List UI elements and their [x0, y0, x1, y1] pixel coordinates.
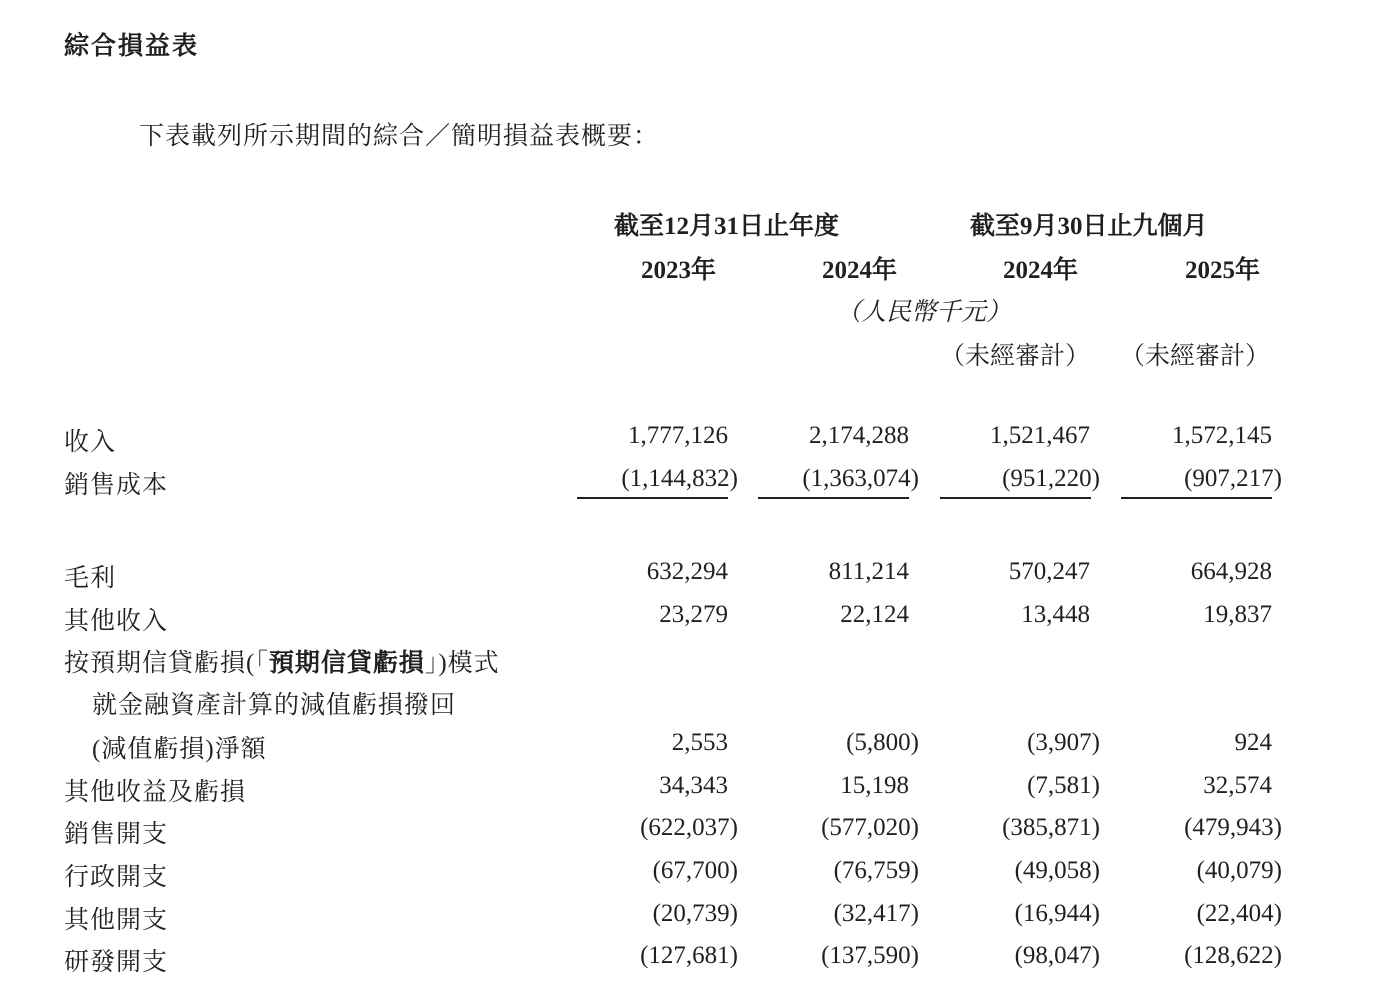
cell-selling-9m2025: (479,943) — [1184, 814, 1282, 841]
row-label-other-gains-losses: 其他收益及虧損 — [64, 779, 247, 806]
cell-gross-profit-9m2025: 664,928 — [1190, 558, 1272, 585]
cell-other-exp-9m2024: (16,944) — [1014, 900, 1100, 927]
cell-revenue-2024: 2,174,288 — [809, 422, 909, 449]
cell-rd-9m2025: (128,622) — [1184, 942, 1282, 969]
row-label-other-expenses: 其他開支 — [64, 907, 169, 934]
cell-other-gains-2024: 15,198 — [840, 772, 909, 799]
row-label-ecl-line1: 按預期信貸虧損(「預期信貸虧損」)模式 — [64, 650, 500, 677]
cell-other-exp-2023: (20,739) — [652, 900, 738, 927]
cell-ecl-9m2025: 924 — [1234, 729, 1272, 756]
cell-gross-profit-9m2024: 570,247 — [1008, 558, 1090, 585]
row-label-gross-profit: 毛利 — [64, 565, 117, 592]
cell-rd-2023: (127,681) — [640, 942, 738, 969]
cell-other-gains-9m2024: (7,581) — [1027, 772, 1100, 799]
subtotal-underline — [940, 497, 1091, 499]
period-group-nine-months: 截至9月30日止九個月 — [970, 213, 1208, 240]
row-label-revenue: 收入 — [64, 429, 117, 456]
cell-admin-2024: (76,759) — [833, 857, 919, 884]
currency-unit: （人民幣千元） — [836, 299, 1012, 326]
period-group-annual: 截至12月31日止年度 — [614, 213, 840, 240]
column-year-2024-nine-months: 2024年 — [1003, 257, 1079, 284]
cell-rd-9m2024: (98,047) — [1014, 942, 1100, 969]
row-label-selling-expenses: 銷售開支 — [64, 821, 169, 848]
column-year-2023: 2023年 — [641, 257, 717, 284]
cell-cost-of-sales-2023: (1,144,832) — [621, 465, 738, 492]
cell-other-income-9m2024: 13,448 — [1021, 601, 1090, 628]
cell-cost-of-sales-2024: (1,363,074) — [802, 465, 919, 492]
cell-other-income-2024: 22,124 — [840, 601, 909, 628]
row-label-ecl-line2: 就金融資產計算的減值虧損撥回 — [92, 692, 457, 719]
subtotal-underline — [758, 497, 909, 499]
cell-selling-9m2024: (385,871) — [1002, 814, 1100, 841]
cell-revenue-2023: 1,777,126 — [628, 422, 728, 449]
document-title: 綜合損益表 — [64, 33, 200, 60]
cell-gross-profit-2024: 811,214 — [828, 558, 909, 585]
cell-revenue-9m2024: 1,521,467 — [990, 422, 1090, 449]
cell-other-exp-9m2025: (22,404) — [1196, 900, 1282, 927]
cell-selling-2024: (577,020) — [821, 814, 919, 841]
cell-other-gains-2023: 34,343 — [659, 772, 728, 799]
cell-cost-of-sales-9m2025: (907,217) — [1184, 465, 1282, 492]
subtotal-underline — [1121, 497, 1272, 499]
row-label-rd-expenses: 研發開支 — [64, 949, 169, 976]
cell-ecl-2024: (5,800) — [846, 729, 919, 756]
cell-ecl-2023: 2,553 — [671, 729, 728, 756]
column-year-2025: 2025年 — [1185, 257, 1261, 284]
unaudited-note-2024: （未經審計） — [940, 343, 1091, 370]
intro-text: 下表載列所示期間的綜合／簡明損益表概要： — [139, 123, 660, 150]
row-label-other-income: 其他收入 — [64, 608, 169, 635]
cell-other-exp-2024: (32,417) — [833, 900, 919, 927]
row-label-ecl-line3: (減值虧損)淨額 — [92, 736, 267, 763]
cell-admin-9m2024: (49,058) — [1014, 857, 1100, 884]
row-label-admin-expenses: 行政開支 — [64, 864, 169, 891]
cell-admin-9m2025: (40,079) — [1196, 857, 1282, 884]
cell-other-income-2023: 23,279 — [659, 601, 728, 628]
row-label-cost-of-sales: 銷售成本 — [64, 472, 169, 499]
cell-rd-2024: (137,590) — [821, 942, 919, 969]
cell-revenue-9m2025: 1,572,145 — [1172, 422, 1272, 449]
unaudited-note-2025: （未經審計） — [1120, 343, 1271, 370]
cell-gross-profit-2023: 632,294 — [646, 558, 728, 585]
subtotal-underline — [577, 497, 728, 499]
cell-other-income-9m2025: 19,837 — [1203, 601, 1272, 628]
cell-other-gains-9m2025: 32,574 — [1203, 772, 1272, 799]
cell-admin-2023: (67,700) — [652, 857, 738, 884]
cell-cost-of-sales-9m2024: (951,220) — [1002, 465, 1100, 492]
cell-ecl-9m2024: (3,907) — [1027, 729, 1100, 756]
cell-selling-2023: (622,037) — [640, 814, 738, 841]
column-year-2024-annual: 2024年 — [822, 257, 898, 284]
